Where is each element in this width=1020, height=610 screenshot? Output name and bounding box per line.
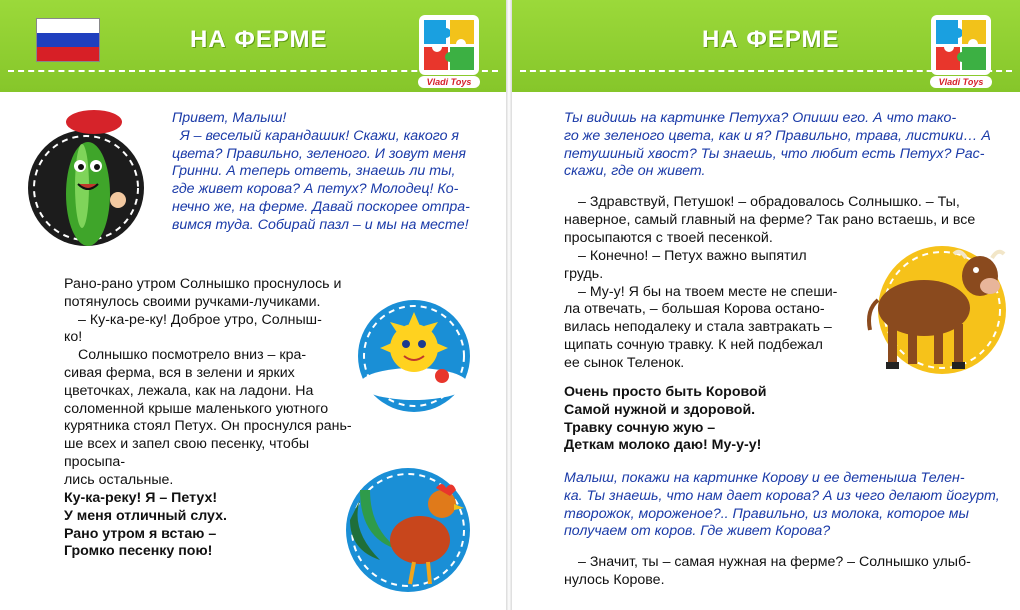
poem-line: Громко песенку пою! <box>64 543 213 560</box>
intro-line: Я – веселый карандашик! Скажи, какого я <box>180 127 460 144</box>
logo-text: Vladi Toys <box>418 76 480 88</box>
story-line: нулось Корове. <box>564 571 665 588</box>
vladi-toys-logo <box>418 14 480 92</box>
story-line: Рано-рано утром Солнышко проснулось и <box>64 276 342 292</box>
intro-text <box>172 110 498 235</box>
ending-text <box>564 554 1014 590</box>
story-line: ла отвечать, – большая Корова остано- <box>564 301 825 318</box>
header-dashed-line <box>8 70 498 72</box>
intro-line: Гринни. А теперь ответь, знаешь ли ты, <box>172 163 456 180</box>
story-line: грудь. <box>564 265 604 282</box>
intro-line: нечно же, на ферме. Давай поскорее отпра- <box>172 198 470 215</box>
story-text <box>64 276 364 490</box>
story-line: ее сынок Теленок. <box>564 354 685 371</box>
story-line: сивая ферма, вся в зелени и ярких <box>64 364 295 381</box>
poem-line: Деткам молоко даю! Му-у-у! <box>564 437 762 454</box>
story-line: ко! <box>64 329 83 346</box>
story-line: курятника стоял Петух. Он проснулся рань- <box>64 418 352 435</box>
vladi-toys-logo <box>930 14 992 92</box>
story-line: ше всех и запел свою песенку, чтобы просыпа- <box>64 436 310 470</box>
story-line: – Му-у! Я бы на твоем месте не спеши- <box>578 283 838 300</box>
sun-illustration-icon <box>344 292 484 422</box>
intro-line: где живет корова? А петух? Молодец! Ко- <box>172 181 459 198</box>
cow-poem <box>564 384 894 455</box>
rooster-poem <box>64 490 334 561</box>
rooster-illustration-icon <box>330 460 480 600</box>
left-header <box>0 0 506 92</box>
right-page <box>512 0 1020 610</box>
question-line: петушиный хвост? Ты знаешь, что любит есть Петух? Рас- <box>564 145 985 162</box>
story-line: наверное, самый главный на ферме? Так рано встаешь, и все <box>564 211 976 228</box>
question-line: получаем от коров. Где живет Корова? <box>564 523 831 540</box>
russian-flag-icon <box>36 18 100 62</box>
question-line: Малыш, покажи на картинке Корову и ее детеныша Телен- <box>564 470 965 486</box>
story-text-bottom <box>564 248 864 373</box>
pencil-mascot-icon <box>18 104 158 264</box>
left-page <box>0 0 506 610</box>
intro-line: Привет, Малыш! <box>172 110 287 126</box>
story-line: – Значит, ты – самая нужная на ферме? – Солнышко улыб- <box>578 554 971 570</box>
page-title: НА ФЕРМЕ <box>702 26 840 53</box>
story-line: Солнышко посмотрело вниз – кра- <box>78 347 307 364</box>
question-line: скажи, где он живет. <box>564 163 706 180</box>
question-line: творожок, мороженое?.. Правильно, из молока, которое мы <box>564 505 969 522</box>
story-line: потянулось своими ручками-лучиками. <box>64 293 321 310</box>
poem-line: Травку сочную жую – <box>564 419 716 436</box>
intro-line: цвета? Правильно, зеленого. И зовут меня <box>172 145 466 162</box>
right-header <box>512 0 1020 92</box>
story-line: – Здравствуй, Петушок! – обрадовалось Солнышко. – Ты, <box>578 194 960 210</box>
poem-line: У меня отличный слух. <box>64 507 227 524</box>
story-line: цветочках, лежала, как на ладони. На <box>64 382 314 399</box>
poem-line: Рано утром я встаю – <box>64 525 217 542</box>
story-line: – Конечно! – Петух важно выпятил <box>578 248 807 264</box>
page-title: НА ФЕРМЕ <box>190 26 328 53</box>
story-line: вилась неподалеку и стала завтракать – <box>564 319 832 336</box>
story-line: лись остальные. <box>64 471 174 488</box>
story-line: щипать сочную травку. К ней подбежал <box>564 336 823 353</box>
question2-text <box>564 470 1014 541</box>
story-line: просыпаются с твоей песенкой. <box>564 229 773 246</box>
question-line: го же зеленого цвета, как и я? Правильно, трава, листики… А <box>564 127 991 144</box>
question-line: ка. Ты знаешь, что нам дает корова? А из чего делают йогурт, <box>564 487 1000 504</box>
intro-line: вимся туда. Собирай пазл – и мы на месте! <box>172 216 469 233</box>
question-text <box>564 110 1014 181</box>
story-line: – Ку-ка-ре-ку! Доброе утро, Солныш- <box>78 311 322 328</box>
poem-line: Самой нужной и здоровой. <box>564 401 756 418</box>
story-line: соломенной крыше маленького уютного <box>64 400 329 417</box>
cow-illustration-icon <box>850 240 1015 380</box>
logo-text: Vladi Toys <box>930 76 992 88</box>
header-dashed-line <box>520 70 1012 72</box>
poem-line: Очень просто быть Коровой <box>564 384 767 400</box>
question-line: Ты видишь на картинке Петуха? Опиши его. А что тако- <box>564 110 957 126</box>
poem-line: Ку-ка-реку! Я – Петух! <box>64 490 218 506</box>
